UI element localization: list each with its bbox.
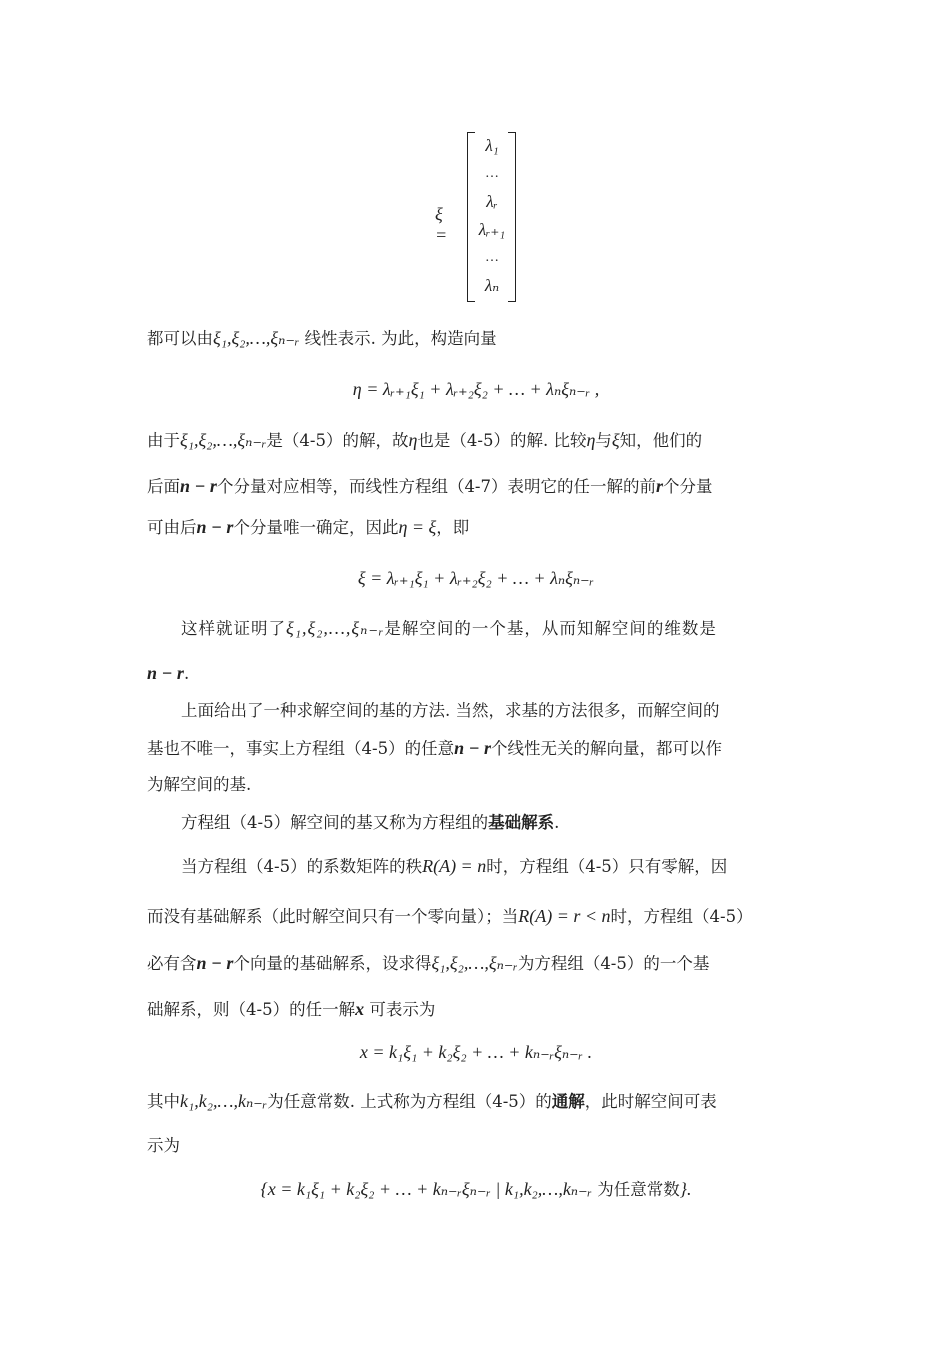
text: 为方程组（4-5）的一个基 [517,954,710,973]
matrix-entries [475,132,509,300]
math: η = λᵣ₊₁ξ₁ + λᵣ₊₂ξ₂ + … + λₙξₙ₋ᵣ , [352,379,600,399]
text-line [147,327,812,350]
text: 知，他们的 [619,431,703,450]
text: . [554,813,560,832]
text-line [147,1135,812,1157]
equation-xi [0,567,952,590]
text: 线性表示. 为此，构造向量 [304,329,497,348]
text: 由于 [147,431,180,450]
math: ξ₁,ξ₂,…,ξₙ₋ᵣ [213,328,300,348]
text: 示为 [147,1136,180,1155]
text: 这样就证明了 [181,619,286,638]
equation-x [0,1041,952,1064]
text-line [147,1090,812,1113]
text-line [181,617,812,640]
text: 为任意常数. 上式称为方程组（4-5）的 [267,1092,552,1111]
text-line [147,737,812,760]
text: 当方程组（4-5）的系数矩阵的秩 [181,857,423,876]
text: 时，方程组（4-5）只有零解，因 [486,857,728,876]
text: 个向量的基础解系，设求得 [233,954,432,973]
text: 方程组（4-5）解空间的基又称为方程组的 [181,813,489,832]
text: 是（4-5）的解，故 [266,431,409,450]
text: 个分量 [663,477,713,496]
text-line [147,774,812,796]
text: 时，方程组（4-5） [610,907,753,926]
text: 是解空间的一个基，从而知解空间的维数是 [384,619,717,638]
text-line [147,516,812,539]
equation-eta [0,378,952,401]
math: η [586,430,596,450]
text: . [183,664,190,683]
math: n − r [147,663,184,683]
text: 与 [595,431,612,450]
math: n − r [196,517,234,537]
text-line [181,812,812,834]
text: 可由后 [147,518,197,537]
text: 其中 [147,1092,180,1111]
text-line [147,905,812,928]
math: ξ [611,430,620,450]
math: k₁,k₂,…,kₙ₋ᵣ [180,1091,268,1111]
math: r [656,476,664,496]
text: 而没有基础解系（此时解空间只有一个零向量）；当 [147,907,519,926]
text: 必有含 [147,954,197,973]
text-line [147,475,812,498]
text: 基也不唯一，事实上方程组（4-5）的任意 [147,739,455,758]
math: η [408,430,418,450]
math: ξ₁,ξ₂,…,ξₙ₋ᵣ [431,953,518,973]
math: n − r [180,476,217,496]
matrix-entry: λₙ [484,276,500,295]
matrix-entry: … [485,166,499,181]
text: ，即 [436,518,470,537]
text: 个线性无关的解向量，都可以作 [491,739,723,758]
text-line [147,952,812,975]
text-line [181,700,812,722]
text: ，此时解空间可表 [584,1092,717,1111]
math: n − r [454,738,492,758]
text: 为任意常数 [597,1180,680,1199]
matrix-lhs: ξ = [435,204,448,245]
text: 个分量唯一确定，因此 [233,518,399,537]
math: ξ = λᵣ₊₁ξ₁ + λᵣ₊₂ξ₂ + … + λₙξₙ₋ᵣ [357,568,595,588]
text: 可表示为 [369,1000,436,1019]
text: 为解空间的基. [147,775,252,794]
text: 都可以由 [147,329,213,348]
matrix-entry: λ₁ [485,136,499,155]
text-line [147,429,812,452]
text: 也是（4-5）的解. 比较 [417,431,587,450]
text-line [181,855,812,878]
text: 个分量对应相等，而线性方程组（4-7）表明它的任一解的前 [216,477,657,496]
bold-term: 基础解系 [488,813,555,832]
right-bracket [508,132,516,302]
text-line [147,662,812,685]
math: x = k₁ξ₁ + k₂ξ₂ + … + kₙ₋ᵣξₙ₋ᵣ . [359,1042,593,1062]
bold-term: 通解 [551,1092,585,1111]
math: ξ₁,ξ₂,…,ξₙ₋ᵣ [286,618,385,638]
math: η = ξ [398,517,437,537]
text: 础解系，则（4-5）的任一解 [147,1000,356,1019]
math: ξ₁,ξ₂,…,ξₙ₋ᵣ [180,430,267,450]
text-line [147,998,812,1021]
text: 后面 [147,477,180,496]
math: R(A) = n [422,856,487,876]
matrix-entry: λᵣ₊₁ [478,220,506,239]
matrix-entry: λᵣ [486,192,498,211]
math: R(A) = r < n [518,906,611,926]
math: {x = k₁ξ₁ + k₂ξ₂ + … + kₙ₋ᵣξₙ₋ᵣ | k₁,k₂,…,kₙ₋ᵣ [260,1179,593,1199]
matrix-entry: … [485,250,499,265]
math: x [355,999,365,1019]
equation-solution-set [0,1178,952,1201]
math: }. [679,1179,692,1199]
math: n − r [196,953,234,973]
text: 上面给出了一种求解空间的基的方法. 当然，求基的方法很多，而解空间的 [181,701,720,720]
left-bracket [467,132,475,302]
